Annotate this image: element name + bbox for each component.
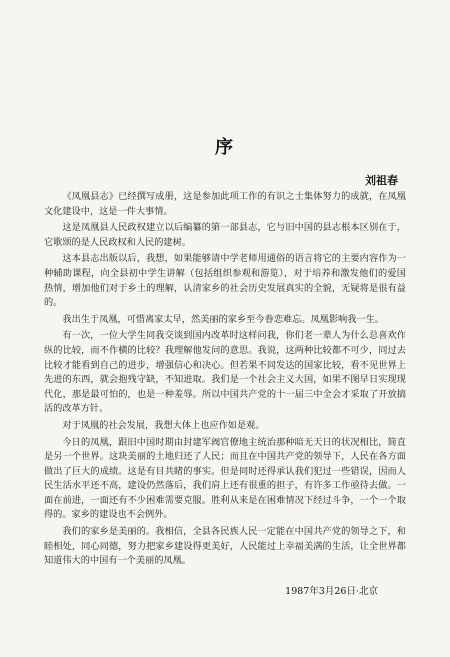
- date-line: 1987年3月26日·北京: [285, 586, 378, 597]
- page-title: 序: [215, 137, 235, 158]
- paragraph: 这本县志出版以后，我想，如果能够请中学老师用通俗的语言将它的主要内容作为一种辅助课程，向全县初中学生讲解（包括组织参观和游览），对于培养和激发他们的爱国热情，增加他们对于乡土的理解，认清家乡的社会历史发展真实的全貌，无疑将是很有益的。: [44, 253, 406, 309]
- paragraph: 有一次，一位大学生同我交谈到国内改革时这样问我，你们老一辈人为什么总喜欢作纵的比较，而不作横的比较？我理解他发问的意思。我说，这两种比较都不可少，同过去比较才能看到自己的进步，增强信心和决心。但若果不同发达的国家比较，看不见世界上先进的东西，就会抱残守缺，不知进取。我们是一个社会主义大国，如果不图早日实现现代化，那是最可怕的，也是一种羞辱。所以中国共产党的十一届三中全会才采取了开放搞活的改革方针。: [44, 330, 406, 415]
- paragraph: 我们的家乡是美丽的。我相信，全县各民族人民一定能在中国共产党的领导之下，和睦相处，同心同德，努力把家乡建设得更美好，人民能过上幸福美满的生活，让全世界都知道伟大的中国有一个美丽的凤凰。: [44, 526, 406, 567]
- paragraph: 我出生于凤凰，可惜离家太早，然美丽的家乡至今眷恋难忘。凤凰影响我一生。: [62, 313, 384, 325]
- paragraph: 对于凤凰的社会发展，我想大体上也应作如是观。: [62, 419, 265, 431]
- paragraph: 这是凤凰县人民政权建立以后编纂的第一部县志，它与旧中国的县志根本区别在于，它歌颂的是人民政权和人民的建树。: [44, 222, 406, 248]
- paragraph: 《凤凰县志》已经撰写成册，这是参加此项工作的有识之士集体努力的成就，在凤凰文化建设中，这是一件大事情。: [44, 191, 406, 217]
- author-name: 刘祖春: [365, 174, 398, 187]
- body-text: [44, 190, 406, 571]
- paragraph: 今日的凤凰，跟旧中国时期由封建军阀官僚地主统治那种暗无天日的状况相比，简直是另一个世界。这块美丽的土地归还了人民；而且在中国共产党的领导下，人民在各方面做出了巨大的成绩。这是有目共睹的事实。但是同时还得承认我们犯过一些错误，因而人民生活水平还不高，建设仍然落后，我们肩上还有很重的担子，有许多工作亟待去做。一面在前进，一面还有不少困难需要克服。胜利从来是在困难情况下经过斗争，一个一个取得的。家乡的建设也不会例外。: [44, 436, 406, 521]
